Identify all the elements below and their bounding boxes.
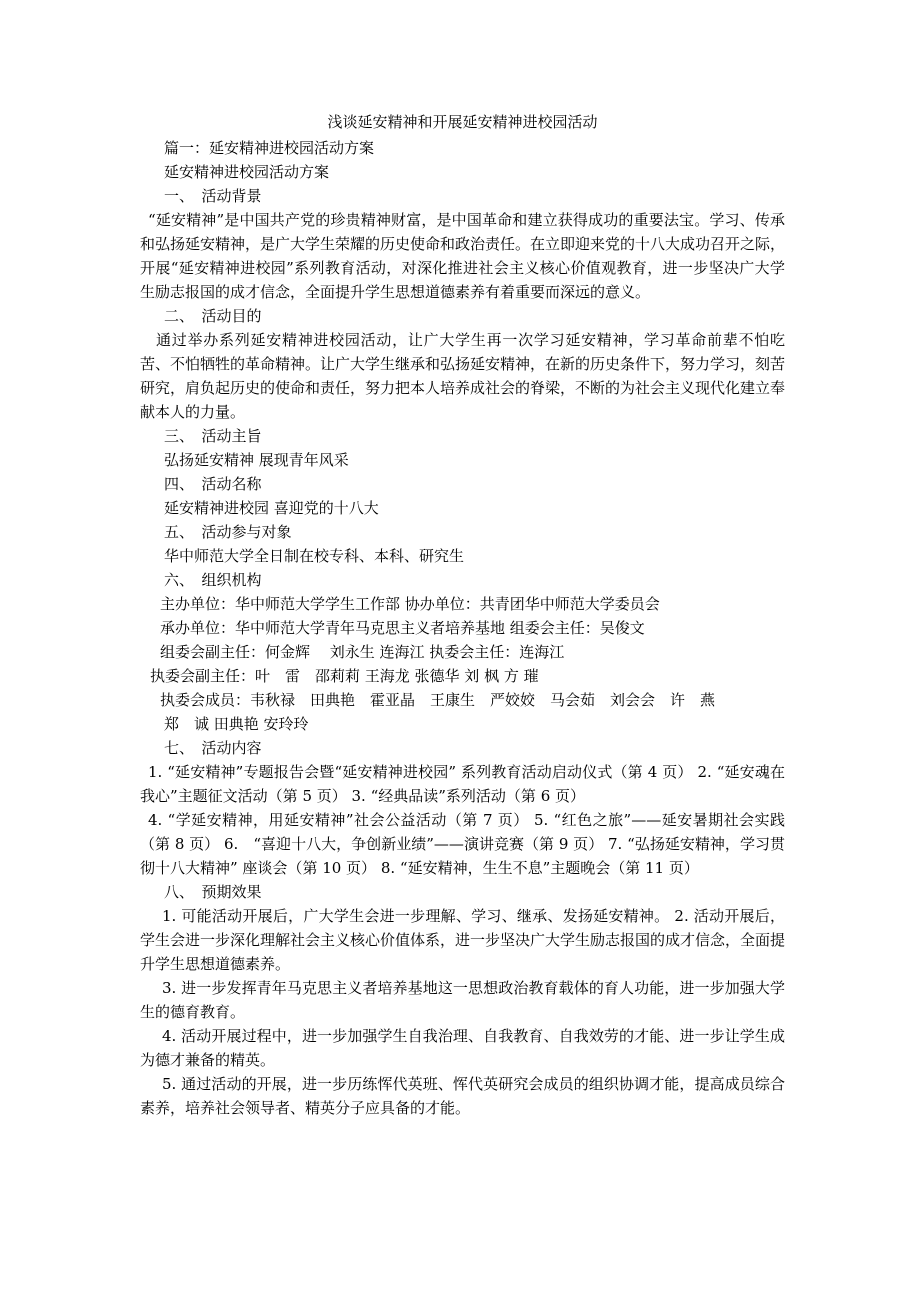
section-heading-organization: 六、 组织机构 (164, 571, 262, 589)
document-title: 浅谈延安精神和开展延安精神进校园活动 (327, 113, 598, 131)
section-heading-target: 五、 活动参与对象 (164, 523, 292, 541)
section-heading-content: 七、 活动内容 (164, 739, 262, 757)
paragraph-target: 华中师范大学全日制在校专科、本科、研究生 (164, 547, 465, 565)
org-line: 组委会副主任：何金辉 刘永生 连海江 执委会主任：连海江 (160, 643, 565, 661)
paragraph-effect: 1. 可能活动开展后，广大学生会进一步理解、学习、继承、发扬延安精神。 2. 活动开展后，学生会进一步深化理解社会主义核心价值体系，进一步坚决广大学生励志报国的成才信念，全面提升学生思想道德素养。 (140, 907, 786, 973)
paragraph-theme: 弘扬延安精神 展现青年风采 (164, 451, 349, 469)
paragraph-content-1: 1. “延安精神”专题报告会暨“延安精神进校园” 系列教育活动启动仪式（第 4 页） 2. “延安魂在我心”主题征文活动（第 5 页） 3. “经典品读”系列活动（第 6 页） (140, 763, 785, 805)
section-heading-background: 一、 活动背景 (164, 187, 262, 205)
paragraph-background: “延安精神”是中国共产党的珍贵精神财富，是中国革命和建立获得成功的重要法宝。学习、传承和弘扬延安精神，是广大学生荣耀的历史使命和政治责任。在立即迎来党的十八大成功召开之际，开展“延安精神进校园”系列教育活动，对深化推进社会主义核心价值观教育，进一步坚决广大学生励志报国的成才信念，全面提升学生思想道德素养有着重要而深远的意义。 (140, 211, 786, 301)
org-members-line: 执委会成员：韦秋禄 田典艳 霍亚晶 王康生 严姣姣 马会茹 刘会会 许 燕 (160, 691, 716, 709)
paragraph-effect: 4. 活动开展过程中，进一步加强学生自我治理、自我教育、自我效劳的才能、进一步让学生成为德才兼备的精英。 (140, 1027, 785, 1069)
section-heading-effect: 八、 预期效果 (164, 883, 262, 901)
paragraph-effect: 5. 通过活动的开展，进一步历练恽代英班、恽代英研究会成员的组织协调才能，提高成员综合素养，培养社会领导者、精英分子应具备的才能。 (140, 1075, 785, 1117)
paragraph-content-2: 4. “学延安精神，用延安精神”社会公益活动（第 7 页） 5. “红色之旅”——延安暑期社会实践（第 8 页） 6. “喜迎十八大，争创新业绩”——演讲竞赛（第 9 页） 7. “弘扬延安精神，学习贯彻十八大精神” 座谈会（第 10 页） 8. “延安精神，生生不息”主题晚会（第 11 页） (140, 811, 785, 877)
paragraph-goal: 通过举办系列延安精神进校园活动，让广大学生再一次学习延安精神，学习革命前辈不怕吃苦、不怕牺牲的革命精神。让广大学生继承和弘扬延安精神，在新的历史条件下，努力学习，刻苦研究，肩负起历史的使命和责任，努力把本人培养成社会的脊梁，不断的为社会主义现代化建立奉献本人的力量。 (140, 331, 786, 421)
section-heading-theme: 三、 活动主旨 (164, 427, 262, 445)
document-page (140, 110, 785, 1120)
org-line: 承办单位：华中师范大学青年马克思主义者培养基地 组委会主任：吴俊文 (160, 619, 645, 637)
paragraph-effect: 3. 进一步发挥青年马克思主义者培养基地这一思想政治教育载体的育人功能，进一步加强大学生的德育教育。 (140, 979, 785, 1021)
section-heading-name: 四、 活动名称 (164, 475, 262, 493)
section-heading-goal: 二、 活动目的 (164, 307, 262, 325)
org-vice-line: 执委会副主任：叶 雷 邵莉莉 王海龙 张德华 刘 枫 方 璀 (150, 667, 539, 685)
org-members-line: 郑 诚 田典艳 安玲玲 (164, 715, 309, 733)
paragraph-name: 延安精神进校园 喜迎党的十八大 (164, 499, 379, 517)
plan-title: 延安精神进校园活动方案 (164, 163, 330, 181)
org-line: 主办单位：华中师范大学学生工作部 协办单位：共青团华中师范大学委员会 (160, 595, 660, 613)
chapter-heading: 篇一：延安精神进校园活动方案 (164, 139, 375, 157)
